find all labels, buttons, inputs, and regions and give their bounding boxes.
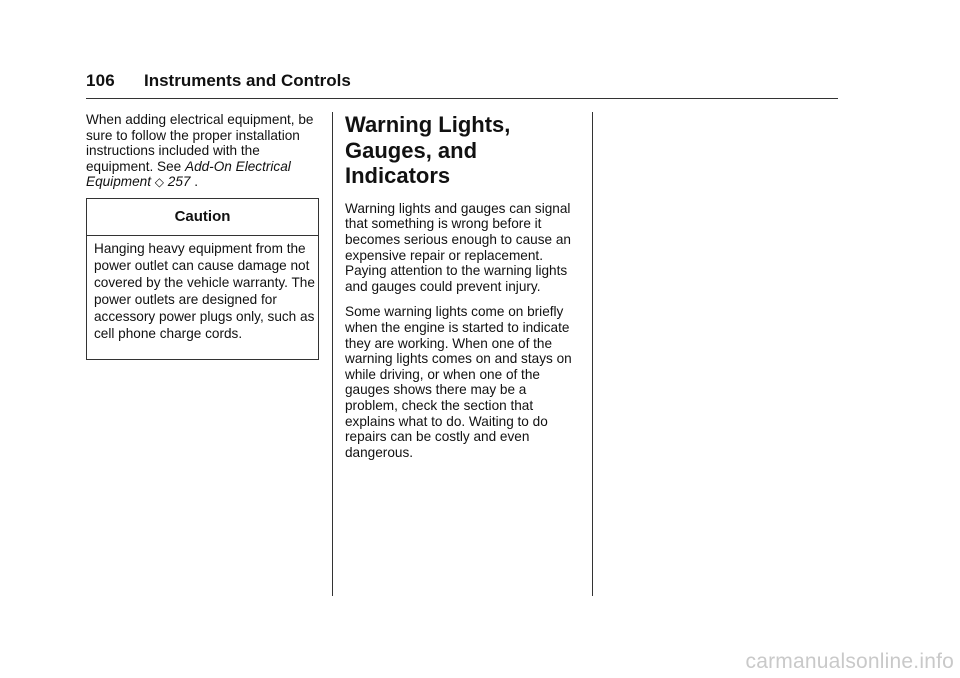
diamond-arrow-icon: ◇ — [154, 175, 165, 190]
paragraph-2: Some warning lights come on briefly when the engine is started to indicate they are working. When one of the warning lights comes on and stays on while driving, or when one of the gauges shows there may be a problem, check the section that explains what to do. Waiting to do repairs can be costly and even dangerous. — [345, 304, 572, 460]
caution-divider — [87, 235, 318, 236]
intro-text: When adding electrical equipment, be sure to follow the proper installation instructions included with the equipment. See — [86, 112, 314, 174]
watermark: carmanualsonline.info — [745, 650, 954, 673]
caution-box — [86, 198, 319, 360]
left-column — [86, 112, 320, 191]
header-rule — [86, 98, 838, 99]
column-divider-left — [332, 112, 333, 596]
paragraph-1: Warning lights and gauges can signal that something is wrong before it becomes serious enough to cause an expensive repair or replacement. Paying attention to the warning lights and gauges could prevent injury. — [345, 200, 571, 294]
section-title: Instruments and Controls — [144, 71, 351, 90]
page-number: 106 — [86, 71, 115, 90]
xref-link[interactable]: Add-On Electrical Equipment ◇ 257 — [86, 158, 291, 190]
column-divider-right — [592, 112, 593, 596]
caution-title: Caution — [174, 208, 231, 225]
xref-suffix: . — [190, 174, 199, 190]
page-header — [86, 71, 838, 97]
xref-page: 257 — [167, 174, 191, 190]
section-heading: Warning Lights, Gauges, and Indicators — [345, 112, 511, 189]
intro-paragraph — [86, 112, 320, 191]
middle-column — [345, 112, 581, 460]
caution-body: Hanging heavy equipment from the power outlet can cause damage not covered by the vehicle warranty. The power outlets are designed for accessory power plugs only, such as cell phone charge cords. — [94, 241, 315, 341]
